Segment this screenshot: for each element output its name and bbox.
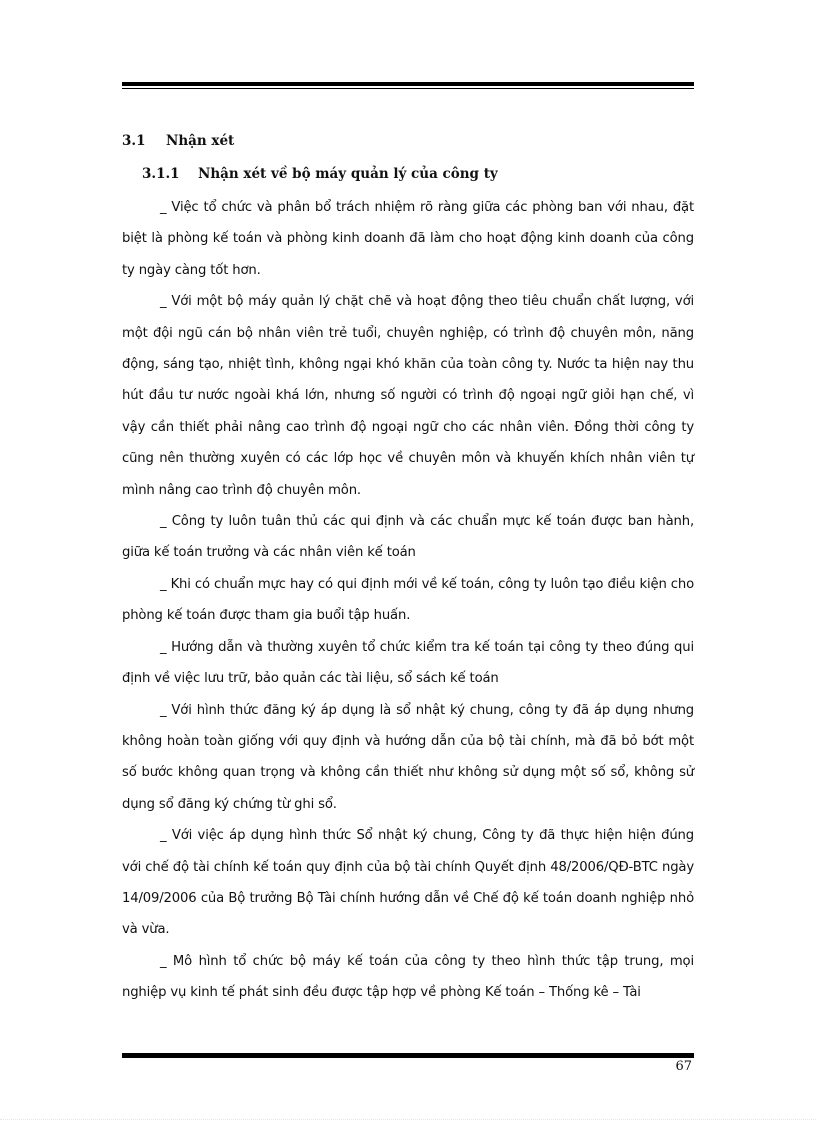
page-content (122, 126, 694, 1009)
footer-rule (122, 1053, 694, 1060)
paragraph: _ Với việc áp dụng hình thức Sổ nhật ký chung, Công ty đã thực hiện hiện đúng với chế độ tài chính kế toán quy định của bộ tài chính Quyết định 48/2006/QĐ-BTC ngày 14/09/2006 của Bộ trưởng Bộ Tài chính hướng dẫn về Chế độ kế toán doanh nghiệp nhỏ và vừa. (122, 828, 694, 938)
section-number: 3.1 (122, 133, 146, 149)
paragraph: _ Hướng dẫn và thường xuyên tổ chức kiểm tra kế toán tại công ty theo đúng qui định về việc lưu trữ, bảo quản các tài liệu, sổ sách kế toán (122, 639, 694, 687)
paragraph: _ Với một bộ máy quản lý chặt chẽ và hoạt động theo tiêu chuẩn chất lượng, với một đội ngũ cán bộ nhân viên trẻ tuổi, chuyên nghiệp, có trình độ chuyên môn, năng động, sáng tạo, nhiệt tình, không ngại khó khăn của toàn công ty. Nước ta hiện nay thu hút đầu tư nước ngoài khá lớn, nhưng số người có trình độ ngoại ngữ giỏi hạn chế, vì vậy cần thiết phải nâng cao trình độ ngoại ngữ cho các nhân viên. Đồng thời công ty cũng nên thường xuyên có các lớp học về chuyên môn và khuyến khích nhân viên tự mình nâng cao trình độ chuyên môn. (122, 294, 694, 498)
page-edge-divider (0, 1119, 816, 1120)
header-rule (122, 82, 694, 89)
paragraph: _ Với hình thức đăng ký áp dụng là sổ nhật ký chung, công ty đã áp dụng nhưng không hoàn toàn giống với quy định và hướng dẫn của bộ tài chính, mà đã bỏ bớt một số bước không quan trọng và không cần thiết như không sử dụng một số sổ, không sử dụng sổ đăng ký chứng từ ghi sổ. (122, 702, 694, 812)
subsection-number: 3.1.1 (142, 166, 180, 182)
paragraph: _ Khi có chuẩn mực hay có qui định mới về kế toán, công ty luôn tạo điều kiện cho phòng kế toán được tham gia buổi tập huấn. (122, 576, 694, 624)
subsection-title: Nhận xét về bộ máy quản lý của công ty (198, 166, 498, 182)
subsection-heading (122, 159, 694, 189)
section-title: Nhận xét (166, 133, 235, 149)
paragraph: _ Mô hình tổ chức bộ máy kế toán của công ty theo hình thức tập trung, mọi nghiệp vụ kinh tế phát sinh đều được tập hợp về phòng Kế toán – Thống kê – Tài (122, 953, 694, 1001)
paragraph: _ Việc tổ chức và phân bổ trách nhiệm rõ ràng giữa các phòng ban với nhau, đặt biệt là phòng kế toán và phòng kinh doanh đã làm cho hoạt động kinh doanh của công ty ngày càng tốt hơn. (122, 200, 694, 278)
page-number: 67 (675, 1059, 692, 1074)
section-heading (122, 126, 694, 156)
paragraph: _ Công ty luôn tuân thủ các qui định và các chuẩn mực kế toán được ban hành, giữa kế toán trưởng và các nhân viên kế toán (122, 514, 694, 561)
